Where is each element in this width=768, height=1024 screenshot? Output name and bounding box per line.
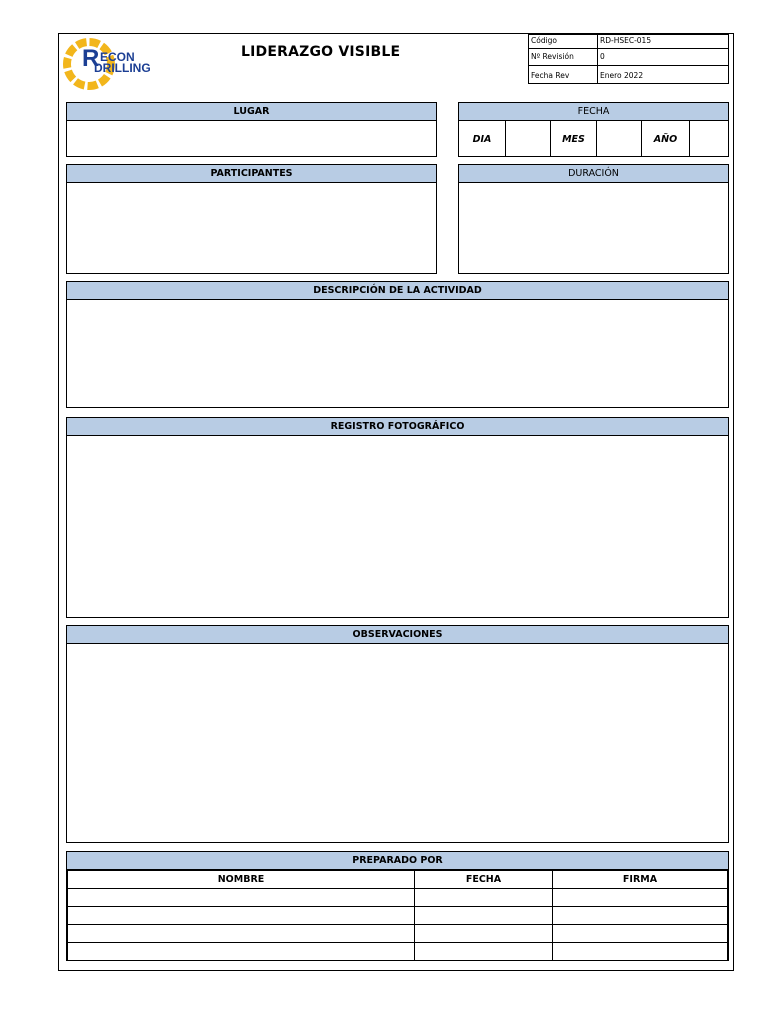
table-row	[68, 889, 728, 907]
registro-section	[66, 417, 729, 618]
firma-cell[interactable]	[553, 907, 728, 925]
dia-input[interactable]	[505, 121, 550, 156]
registro-photo-area[interactable]	[67, 436, 728, 617]
duracion-input[interactable]	[459, 183, 728, 273]
observaciones-input[interactable]	[67, 644, 728, 842]
meta-row-codigo: Código RD-HSEC-015	[529, 35, 728, 49]
meta-row-fecha-rev: Fecha Rev Enero 2022	[531, 71, 644, 80]
preparado-header-row	[68, 871, 728, 889]
fecha-cell[interactable]	[415, 907, 553, 925]
lugar-section	[66, 102, 437, 157]
col-fecha: FECHA	[415, 871, 553, 889]
nombre-cell[interactable]	[68, 907, 415, 925]
mes-input[interactable]	[596, 121, 641, 156]
meta-row-revision: Nº Revisión 0	[529, 49, 728, 66]
duracion-header: DURACIÓN	[459, 165, 728, 183]
firma-cell[interactable]	[553, 943, 728, 961]
table-row	[68, 907, 728, 925]
lugar-header: LUGAR	[67, 103, 436, 121]
participantes-section	[66, 164, 437, 274]
fecha-cell[interactable]	[415, 925, 553, 943]
descripcion-header: DESCRIPCIÓN DE LA ACTIVIDAD	[67, 282, 728, 300]
descripcion-input[interactable]	[67, 300, 728, 407]
registro-header: REGISTRO FOTOGRÁFICO	[67, 418, 728, 436]
nombre-cell[interactable]	[68, 889, 415, 907]
observaciones-header: OBSERVACIONES	[67, 626, 728, 644]
preparado-header: PREPARADO POR	[67, 852, 728, 870]
dia-label: DIA	[472, 134, 492, 145]
participantes-header: PARTICIPANTES	[67, 165, 436, 183]
fecha-cell[interactable]	[415, 889, 553, 907]
document-title: LIDERAZGO VISIBLE	[241, 44, 401, 60]
fecha-cell[interactable]	[415, 943, 553, 961]
duracion-section	[458, 164, 729, 274]
anio-input[interactable]	[689, 121, 728, 156]
logo-wordmark: R ECON DRILLING	[82, 45, 151, 75]
fecha-header: FECHA	[459, 103, 728, 121]
table-row	[68, 925, 728, 943]
company-logo	[62, 38, 197, 90]
observaciones-section	[66, 625, 729, 843]
preparado-section	[66, 851, 729, 961]
descripcion-section	[66, 281, 729, 408]
nombre-cell[interactable]	[68, 925, 415, 943]
document-meta-table	[528, 34, 729, 84]
anio-label: AÑO	[641, 121, 689, 156]
fecha-section	[458, 102, 729, 157]
lugar-input[interactable]	[67, 121, 436, 156]
table-row	[68, 943, 728, 961]
col-firma: FIRMA	[553, 871, 728, 889]
mes-label: MES	[550, 121, 596, 156]
firma-cell[interactable]	[553, 889, 728, 907]
participantes-input[interactable]	[67, 183, 436, 273]
preparado-table	[67, 870, 728, 961]
firma-cell[interactable]	[553, 925, 728, 943]
nombre-cell[interactable]	[68, 943, 415, 961]
col-nombre: NOMBRE	[68, 871, 415, 889]
